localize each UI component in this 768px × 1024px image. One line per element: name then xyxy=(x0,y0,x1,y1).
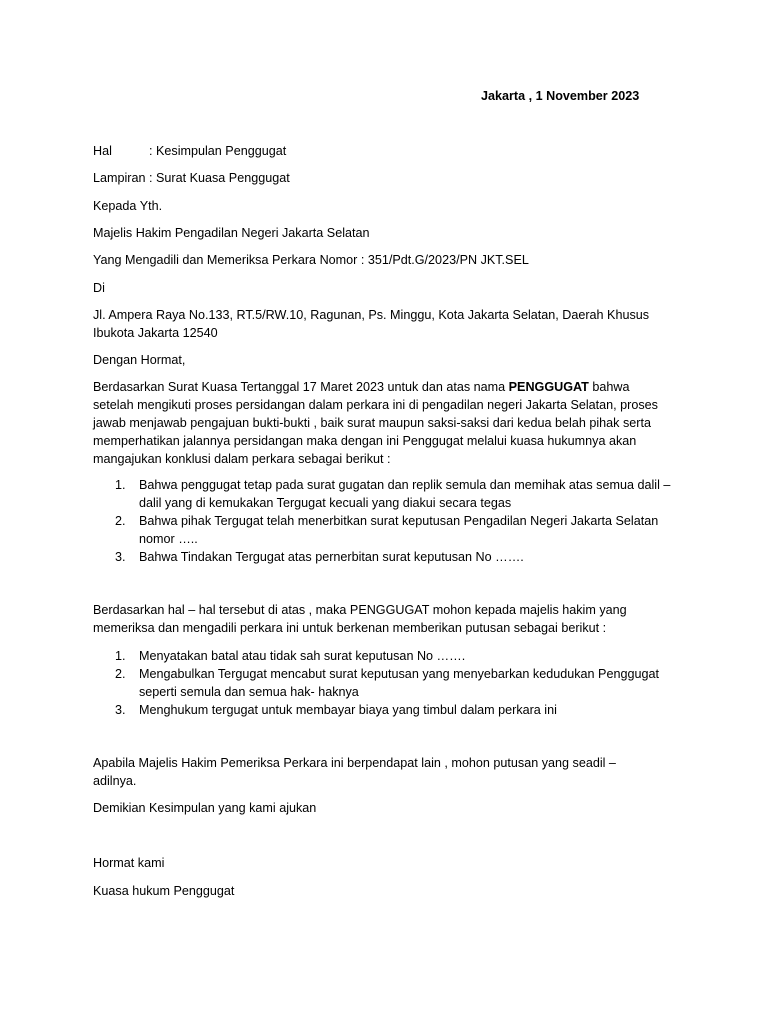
closing-line: Demikian Kesimpulan yang kami ajukan xyxy=(93,801,317,815)
list-number: 1. xyxy=(115,478,126,492)
subject-value: : Kesimpulan Penggugat xyxy=(149,144,287,158)
address-line-2: Ibukota Jakarta 12540 xyxy=(93,326,218,340)
list-item-text: Bahwa Tindakan Tergugat atas pernerbitan surat keputusan No ……. xyxy=(139,550,524,564)
subject-label: Hal xyxy=(93,144,112,158)
greeting: Dengan Hormat, xyxy=(93,353,186,367)
request-list xyxy=(93,647,683,719)
request-paragraph: Berdasarkan hal – hal tersebut di atas , maka PENGGUGAT mohon kepada majelis hakim yang memeriksa dan mengadili perkara ini untuk berkenan memberikan putusan sebagai berikut : xyxy=(93,603,627,635)
list-item-text: Bahwa pihak Tergugat telah menerbitkan surat keputusan Pengadilan Negeri Jakarta Selatan nomor ….. xyxy=(139,514,659,546)
list-number: 1. xyxy=(115,649,126,663)
closing-paragraph: Apabila Majelis Hakim Pemeriksa Perkara ini berpendapat lain , mohon putusan yang seadil – adilnya. xyxy=(93,756,616,788)
subject-line xyxy=(93,142,286,160)
list-item xyxy=(93,647,683,665)
list-item xyxy=(93,548,683,566)
list-number: 2. xyxy=(115,667,126,681)
list-item-text: Mengabulkan Tergugat mencabut surat keputusan yang menyebarkan kedudukan Penggugat seperti semula dan semua hak- haknya xyxy=(139,667,659,699)
list-item-text: Menghukum tergugat untuk membayar biaya yang timbul dalam perkara ini xyxy=(139,703,557,717)
list-item-text: Menyatakan batal atau tidak sah surat keputusan No ……. xyxy=(139,649,466,663)
list-item xyxy=(93,476,683,512)
signature-regards: Hormat kami xyxy=(93,856,165,870)
address-line-1: Jl. Ampera Raya No.133, RT.5/RW.10, Ragunan, Ps. Minggu, Kota Jakarta Selatan, Daerah Khusus xyxy=(93,308,650,322)
letter-date: Jakarta , 1 November 2023 xyxy=(481,89,640,103)
intro-paragraph xyxy=(93,378,673,468)
list-item xyxy=(93,665,683,701)
list-number: 3. xyxy=(115,703,126,717)
list-item xyxy=(93,701,683,719)
signature-title: Kuasa hukum Penggugat xyxy=(93,884,235,898)
list-number: 2. xyxy=(115,514,126,528)
recipient-court: Majelis Hakim Pengadilan Negeri Jakarta Selatan xyxy=(93,226,370,240)
list-item-text: Bahwa penggugat tetap pada surat gugatan dan replik semula dan memihak atas semua dalil – dalil yang di kemukakan Tergugat kecuali yang diakui secara tegas xyxy=(139,478,671,510)
conclusion-list xyxy=(93,476,683,566)
list-number: 3. xyxy=(115,550,126,564)
intro-bold-party: PENGGUGAT xyxy=(508,380,589,394)
recipient-salutation: Kepada Yth. xyxy=(93,199,163,213)
recipient-di: Di xyxy=(93,281,105,295)
attachment-line: Lampiran : Surat Kuasa Penggugat xyxy=(93,171,290,185)
intro-text-start: Berdasarkan Surat Kuasa Tertanggal 17 Maret 2023 untuk dan atas nama xyxy=(93,380,509,394)
case-number-line: Yang Mengadili dan Memeriksa Perkara Nomor : 351/Pdt.G/2023/PN JKT.SEL xyxy=(93,253,529,267)
intro-text-end: bahwa setelah mengikuti proses persidangan dalam perkara ini di pengadilan negeri Jakarta Selatan, proses jawab menjawab pengajuan bukti-bukti , baik surat maupun saksi-saksi dari kedua belah pihak serta memperhatikan jalannya persidangan maka dengan ini Penggugat melalui kuasa hukumnya akan mangajukan konklusi dalam perkara sebagai berikut : xyxy=(93,380,658,466)
list-item xyxy=(93,512,683,548)
